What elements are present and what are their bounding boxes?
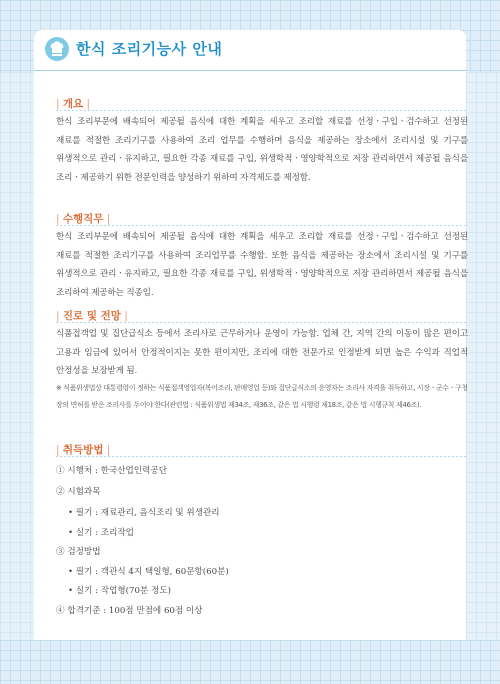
section-rule: [56, 456, 466, 457]
section-rule: [56, 322, 466, 323]
heading-bar-left: |: [56, 310, 63, 322]
heading-bar-right: |: [103, 213, 111, 225]
section-heading-career: [56, 308, 128, 323]
section-heading-text: 개요: [62, 98, 84, 110]
list-item: • 필기 : 객관식 4지 택일형, 60문항(60분): [68, 567, 229, 577]
legal-note: ※ 식품위생법상 대통령령이 정하는 식품접객영업자(복어조리, 판매영업 등)와 집단급식소의 운영자는 조리사 자격을 취득하고, 시장ㆍ군수ㆍ구청장의 면허를 받은 조리사를 두어야 한다(관련법 : 식품위생법 제34조, 제36조, 같은 법 시행령 제18조, 같은 법 시행규칙 제46조).: [56, 384, 468, 409]
chef-icon: [44, 36, 70, 62]
section-heading-text: 수행직무: [62, 213, 104, 225]
side-margin-right: [466, 72, 500, 642]
heading-bar-left: |: [56, 213, 63, 225]
career-paragraph: 식품접객업 및 집단급식소 등에서 조리사로 근무하거나 운영이 가능함. 업체 간, 지역 간의 이동이 많은 편이고 고용과 임금에 있어서 안정적이지는 못한 편이지만, 조리에 대한 전문가로 인정받게 되면 높은 수익과 직업적 안정성을 보장받게 됨.: [56, 329, 468, 377]
section-rule: [56, 110, 466, 111]
overview-paragraph: 한식 조리부문에 배속되어 제공될 음식에 대한 계획을 세우고 조리할 재료를 선정ㆍ구입ㆍ검수하고 선정된 재료를 적절한 조리기구를 사용하여 조리 업무를 수행하며 음식을 제공하는 장소에서 조리시설 및 기구를 위생적으로 관리ㆍ유지하고, 필요한 각종 재료를 구입, 위생학적ㆍ영양학적으로 저장 관리하면서 제공될 음식을 조리ㆍ제공하기 위한 전문인력을 양성하기 위하여 자격제도를 제정함.: [56, 117, 468, 183]
page-title: 한식 조리기능사 안내: [76, 40, 223, 58]
section-heading-text: 취득방법: [62, 444, 104, 456]
heading-bar-right: |: [103, 444, 111, 456]
list-item: ① 시행처 : 한국산업인력공단: [56, 466, 168, 476]
footer-band: [0, 640, 500, 684]
duties-paragraph: 한식 조리부문에 배속되어 제공될 음식에 대한 계획을 세우고 조리할 재료를 선정ㆍ구입ㆍ검수하고 선정된 재료를 적절한 조리기구를 사용하여 조리업무를 수행함. 또한 음식을 제공하는 장소에서 조리시설 및 기구를 위생적으로 관리ㆍ유지하고, 필요한 각종 재료를 구입, 위생학적ㆍ영양학적으로 저장 관리하면서 제공될 음식을 조리하여 제공하는 직종임.: [56, 232, 468, 298]
section-heading-overview: [56, 96, 90, 111]
header-divider: [34, 70, 466, 71]
list-item: • 필기 : 재료관리, 음식조리 및 위생관리: [68, 508, 220, 518]
section-heading-text: 진로 및 전망: [62, 310, 121, 322]
list-item: ③ 검정방법: [56, 547, 101, 557]
list-item: • 실기 : 조리작업: [68, 528, 134, 538]
section-heading-acquisition: [56, 442, 110, 457]
section-rule: [56, 225, 466, 226]
section-heading-duties: [56, 211, 110, 226]
list-item: ② 시험과목: [56, 487, 101, 497]
heading-bar-right: |: [120, 310, 128, 322]
heading-bar-left: |: [56, 98, 63, 110]
heading-bar-right: |: [83, 98, 91, 110]
list-item: • 실기 : 작업형(70분 정도): [68, 586, 171, 596]
side-margin-left: [0, 72, 34, 642]
list-item: ④ 합격기준 : 100점 만점에 60점 이상: [56, 606, 203, 616]
heading-bar-left: |: [56, 444, 63, 456]
